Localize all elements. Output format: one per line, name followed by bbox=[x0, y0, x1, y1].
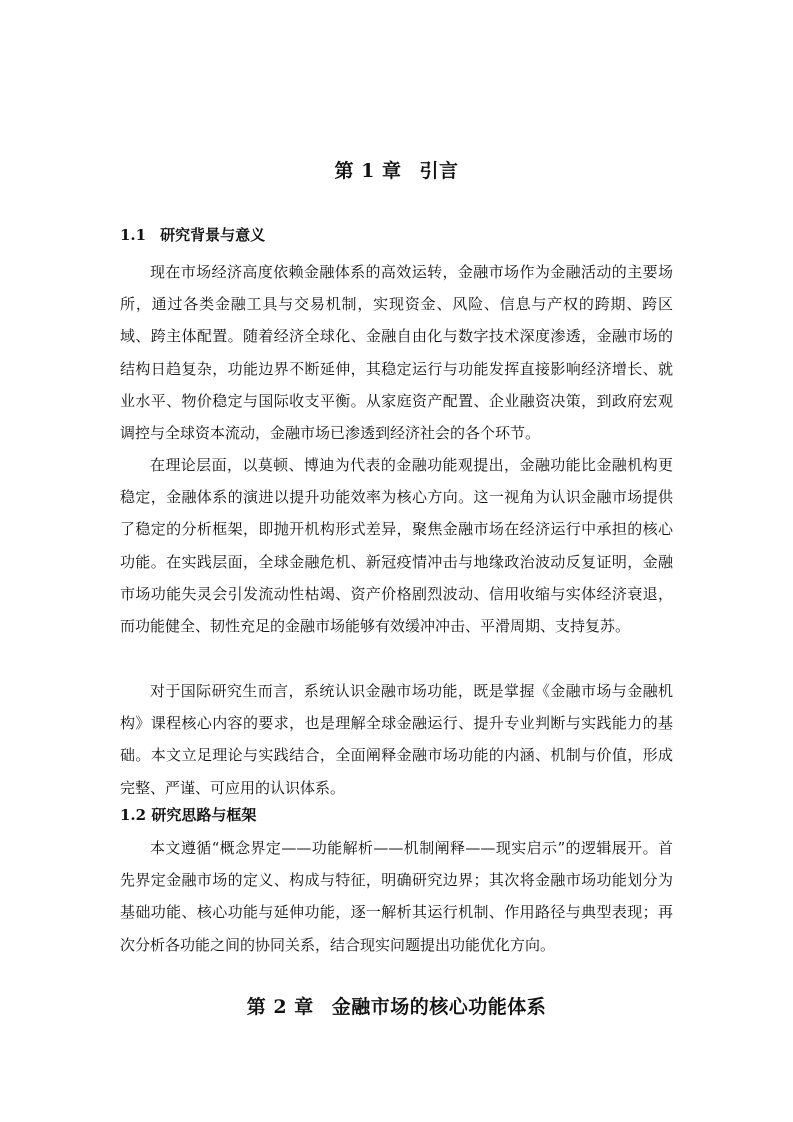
chapter-2-title: 金融市场的核心功能体系 bbox=[331, 996, 547, 1018]
paragraph-1: 现在市场经济高度依赖金融体系的高效运转，金融市场作为金融活动的主要场所，通过各类金融工具与交易机制，实现资金、风险、信息与产权的跨期、跨区域、跨主体配置。随着经济全球化、金融自由化与数字技术深度渗透，金融市场的结构日趋复杂，功能边界不断延伸，其稳定运行与功能发挥直接影响经济增长、就业水平、物价稳定与国际收支平衡。从家庭资产配置、企业融资决策，到政府宏观调控与全球资本流动，金融市场已渗透到经济社会的各个环节。 bbox=[120, 263, 673, 443]
paragraph-4: 本文遵循“概念界定——功能解析——机制阐释——现实启示”的逻辑展开。首先界定金融市场的定义、构成与特征，明确研究边界；其次将金融市场功能划分为基础功能、核心功能与延伸功能，逐一解析其运行机制、作用路径与典型表现；再次分析各功能之间的协同关系，结合现实问题提出功能优化方向。 bbox=[120, 839, 673, 954]
section-1-1-number: 1.1 bbox=[120, 226, 147, 244]
section-1-2-heading: 1.2 研究思路与框架 bbox=[120, 806, 257, 824]
section-1-1-heading bbox=[120, 224, 265, 245]
chapter-1-number: 第 1 章 bbox=[334, 160, 402, 182]
paragraph-3: 对于国际研究生而言，系统认识金融市场功能，既是掌握《金融市场与金融机构》课程核心内容的要求，也是理解全球金融运行、提升专业判断与实践能力的基础。本文立足理论与实践结合，全面阐释金融市场功能的内涵、机制与价值，形成完整、严谨、可应用的认识体系。 bbox=[120, 682, 673, 797]
section-1-1-title: 研究背景与意义 bbox=[160, 226, 266, 244]
chapter-2-heading bbox=[0, 992, 793, 1019]
chapter-1-heading bbox=[0, 156, 793, 183]
chapter-2-number: 第 2 章 bbox=[246, 996, 314, 1018]
paragraph-2: 在理论层面，以莫顿、博迪为代表的金融功能观提出，金融功能比金融机构更稳定，金融体系的演进以提升功能效率为核心方向。这一视角为认识金融市场提供了稳定的分析框架，即抛开机构形式差异，聚焦金融市场在经济运行中承担的核心功能。在实践层面，全球金融危机、新冠疫情冲击与地缘政治波动反复证明，金融市场功能失灵会引发流动性枯竭、资产价格剧烈波动、信用收缩与实体经济衰退，而功能健全、韧性充足的金融市场能够有效缓冲冲击、平滑周期、支持复苏。 bbox=[120, 456, 673, 636]
chapter-1-title: 引言 bbox=[419, 160, 459, 182]
